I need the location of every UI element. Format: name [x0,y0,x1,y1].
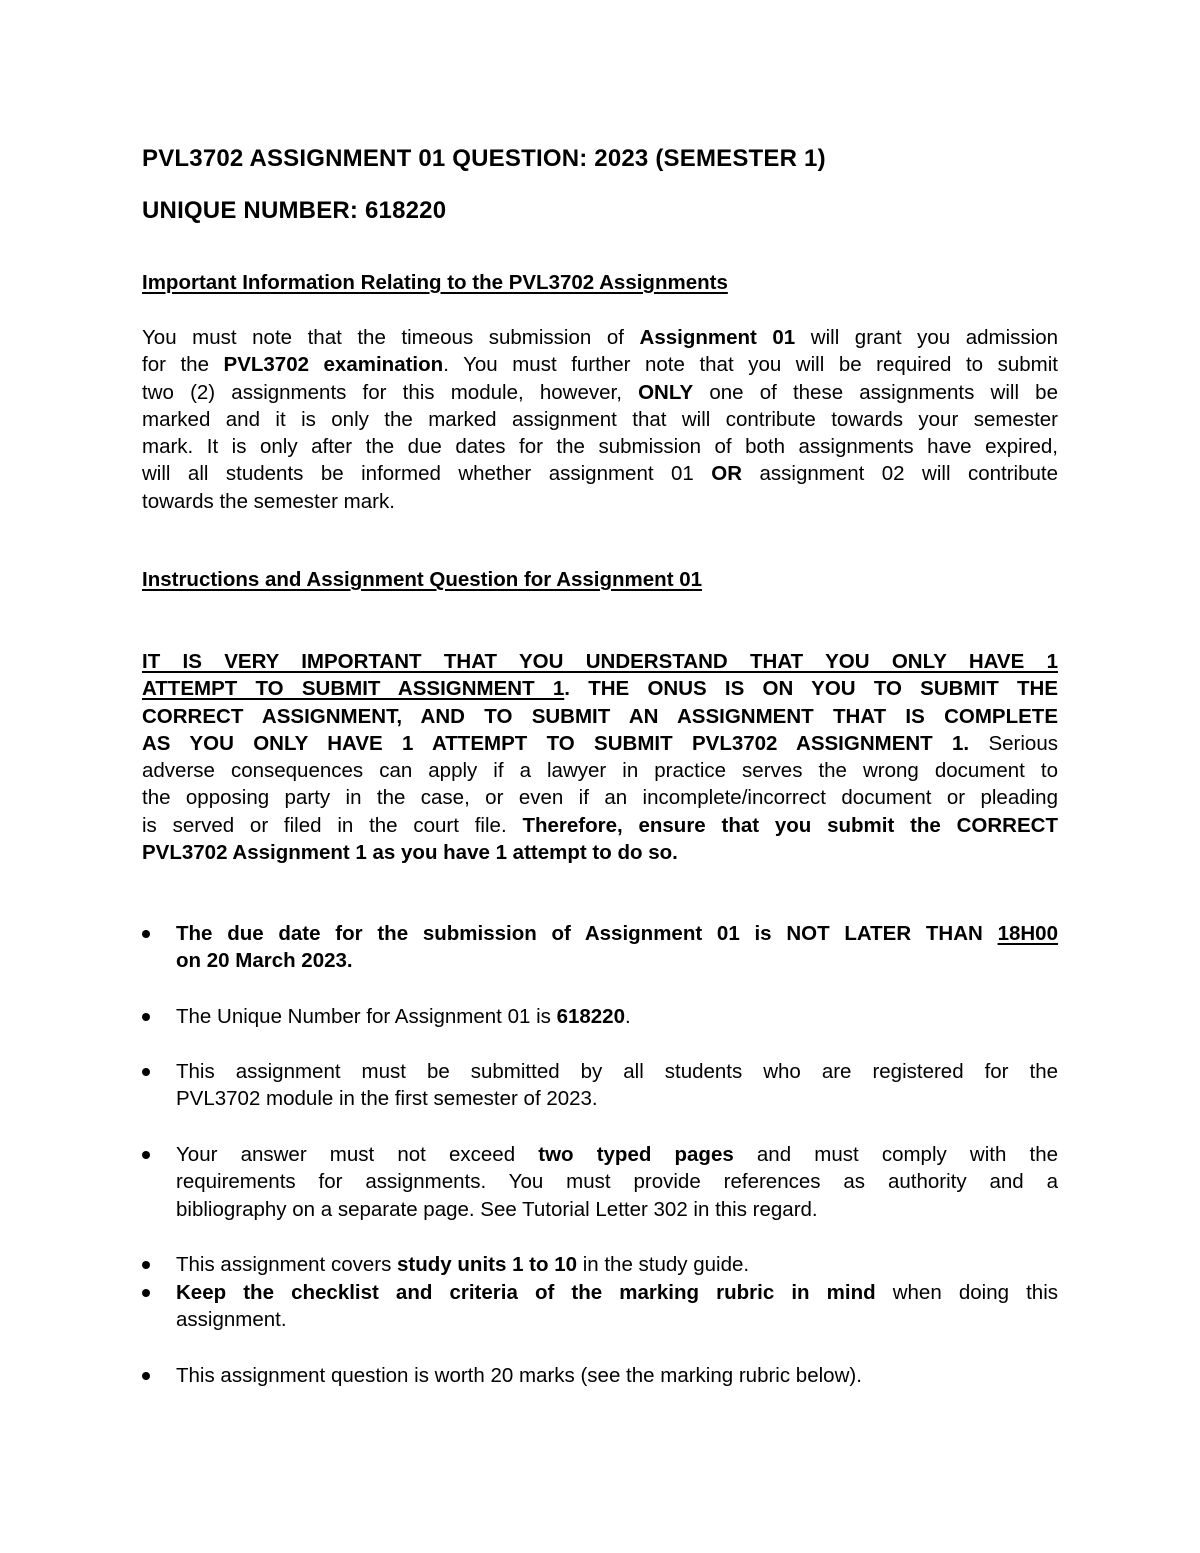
bullet-line: on 20 March 2023. [176,949,353,973]
paragraph-line: marked and it is only the marked assignment that will contribute towards your semester [142,407,1058,431]
warning-line: the opposing party in the case, or even if an incomplete/incorrect document or pleading [142,786,1058,810]
warning-line: IT IS VERY IMPORTANT THAT YOU UNDERSTAND THAT YOU ONLY HAVE 1 [142,650,1058,673]
bullet-line: The Unique Number for Assignment 01 is 618220. [176,1005,631,1028]
bullet-icon [142,1261,150,1269]
list-item-checklist [142,1279,1058,1334]
section-heading-instructions: Instructions and Assignment Question for Assignment 01 [142,568,703,591]
important-info-paragraph [142,324,1058,515]
list-item-answer-length [142,1141,1058,1223]
section-heading-important-info: Important Information Relating to the PVL3702 Assignments [142,271,728,294]
paragraph-line: will all students be informed whether assignment 01 OR assignment 02 will contribute [142,462,1058,486]
bullet-icon [142,930,150,938]
bullet-line: The due date for the submission of Assignment 01 is NOT LATER THAN 18H00 [176,922,1058,945]
bullet-icon [142,1068,150,1076]
bullet-icon [142,1013,150,1021]
warning-line: CORRECT ASSIGNMENT, AND TO SUBMIT AN ASSIGNMENT THAT IS COMPLETE [142,704,1058,728]
bullet-line: This assignment must be submitted by all students who are registered for the [176,1060,1058,1083]
bullet-line: requirements for assignments. You must provide references as authority and a [176,1170,1058,1194]
unique-number-heading: UNIQUE NUMBER: 618220 [142,197,447,224]
warning-line: is served or filed in the court file. Therefore, ensure that you submit the CORRECT [142,813,1058,837]
bullet-line: This assignment question is worth 20 marks (see the marking rubric below). [176,1364,862,1387]
warning-line: PVL3702 Assignment 1 as you have 1 attempt to do so. [142,841,678,865]
paragraph-line: two (2) assignments for this module, however, ONLY one of these assignments will be [142,380,1058,404]
list-item-registered-students [142,1058,1058,1113]
warning-line: adverse consequences can apply if a lawyer in practice serves the wrong document to [142,759,1058,783]
bullet-line: This assignment covers study units 1 to 10 in the study guide. [176,1253,750,1276]
list-item-marks [142,1362,1058,1389]
list-item-due-date [142,920,1058,975]
paragraph-line: mark. It is only after the due dates for the submission of both assignments have expired, [142,435,1058,459]
paragraph-line: You must note that the timeous submission of Assignment 01 will grant you admission [142,326,1058,349]
bullet-icon [142,1151,150,1159]
paragraph-line: towards the semester mark. [142,489,395,513]
bullet-line: Your answer must not exceed two typed pages and must comply with the [176,1143,1058,1166]
paragraph-line: for the PVL3702 examination. You must further note that you will be required to submit [142,353,1058,377]
warning-line: ATTEMPT TO SUBMIT ASSIGNMENT 1. THE ONUS IS ON YOU TO SUBMIT THE [142,677,1058,701]
bullet-line: Keep the checklist and criteria of the marking rubric in mind when doing this [176,1281,1059,1304]
bullet-icon [142,1289,150,1297]
bullet-icon [142,1372,150,1380]
bullet-line: assignment. [176,1308,287,1332]
document-title: PVL3702 ASSIGNMENT 01 QUESTION: 2023 (SEMESTER 1) [142,145,826,172]
list-item-unique-number [142,1003,1058,1030]
warning-paragraph [142,648,1058,866]
bullet-line: PVL3702 module in the first semester of 2023. [176,1087,598,1111]
warning-line: AS YOU ONLY HAVE 1 ATTEMPT TO SUBMIT PVL3702 ASSIGNMENT 1. Serious [142,731,1058,755]
list-item-study-units [142,1251,1058,1278]
bullet-line: bibliography on a separate page. See Tutorial Letter 302 in this regard. [176,1197,818,1221]
